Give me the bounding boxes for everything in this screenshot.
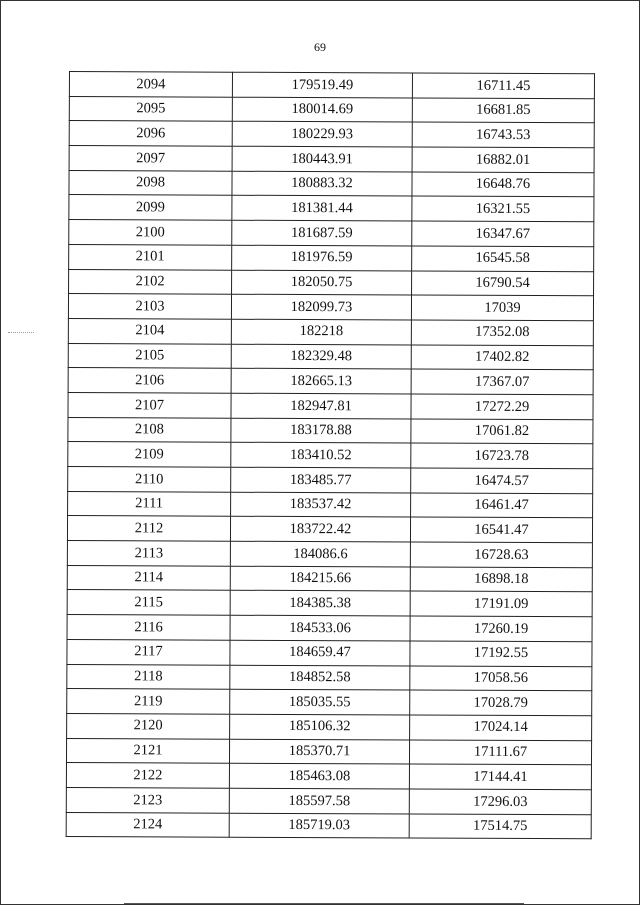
year-cell: 2098: [69, 170, 232, 195]
value-a-cell: 185597.58: [229, 788, 409, 813]
value-b-cell: 17111.67: [409, 740, 591, 765]
value-b-cell: 16723.78: [411, 443, 593, 468]
value-a-cell: 180229.93: [232, 122, 412, 147]
value-a-cell: 184086.6: [230, 541, 410, 566]
value-b-cell: 16541.47: [410, 517, 592, 542]
table-body: [66, 72, 594, 840]
value-a-cell: 181687.59: [232, 220, 412, 245]
year-cell: 2112: [67, 516, 230, 541]
year-cell: 2095: [69, 96, 232, 121]
value-b-cell: 16648.76: [412, 172, 594, 197]
value-b-cell: 17367.07: [411, 369, 593, 394]
value-b-cell: 17191.09: [410, 591, 592, 616]
value-a-cell: 184659.47: [230, 640, 410, 665]
year-cell: 2097: [69, 146, 232, 171]
table-row: [68, 368, 593, 395]
value-a-cell: 182218: [231, 319, 411, 344]
value-a-cell: 182050.75: [232, 270, 412, 295]
table-row: [69, 269, 594, 296]
value-b-cell: 17039: [411, 295, 593, 320]
table-row: [67, 689, 592, 716]
table-row: [67, 565, 592, 592]
bottom-divider: [124, 903, 524, 904]
table-row: [69, 72, 594, 99]
page-number: 69: [314, 40, 326, 54]
value-b-cell: 17028.79: [410, 690, 592, 715]
year-cell: 2122: [66, 763, 229, 788]
value-b-cell: 16790.54: [412, 270, 594, 295]
value-a-cell: 179519.49: [232, 72, 412, 97]
value-b-cell: 16461.47: [411, 493, 593, 518]
year-cell: 2105: [68, 343, 231, 368]
value-b-cell: 16347.67: [412, 221, 594, 246]
value-a-cell: 181976.59: [232, 245, 412, 270]
value-b-cell: 17402.82: [411, 345, 593, 370]
value-a-cell: 185463.08: [229, 763, 409, 788]
table-row: [68, 343, 593, 370]
year-cell: 2111: [68, 491, 231, 516]
value-b-cell: 17296.03: [409, 789, 591, 814]
value-a-cell: 185370.71: [229, 739, 409, 764]
value-b-cell: 17192.55: [410, 641, 592, 666]
value-a-cell: 183410.52: [231, 443, 411, 468]
value-a-cell: 180014.69: [232, 97, 412, 122]
year-cell: 2120: [67, 713, 230, 738]
value-b-cell: 17144.41: [409, 764, 591, 789]
year-cell: 2094: [69, 72, 232, 97]
table-row: [66, 787, 591, 814]
year-cell: 2109: [68, 442, 231, 467]
value-b-cell: 16321.55: [412, 196, 594, 221]
table-row: [68, 318, 593, 345]
table-row: [69, 146, 594, 173]
year-cell: 2101: [69, 244, 232, 269]
year-cell: 2117: [67, 639, 230, 664]
table-row: [67, 615, 592, 642]
table-row: [67, 516, 592, 543]
table-row: [69, 121, 594, 148]
value-b-cell: 16728.63: [410, 542, 592, 567]
year-cell: 2096: [69, 121, 232, 146]
table-row: [69, 195, 594, 222]
year-cell: 2100: [69, 220, 232, 245]
year-cell: 2116: [67, 615, 230, 640]
value-a-cell: 183537.42: [231, 492, 411, 517]
table-row: [69, 96, 594, 123]
year-cell: 2119: [67, 689, 230, 714]
table-row: [68, 294, 593, 321]
year-cell: 2102: [69, 269, 232, 294]
value-a-cell: 183485.77: [231, 467, 411, 492]
value-a-cell: 184852.58: [230, 665, 410, 690]
value-a-cell: 183722.42: [230, 517, 410, 542]
scan-speck: [8, 332, 34, 334]
value-a-cell: 185106.32: [230, 714, 410, 739]
year-cell: 2115: [67, 590, 230, 615]
value-a-cell: 181381.44: [232, 196, 412, 221]
data-table: [66, 71, 595, 840]
table-row: [66, 812, 591, 839]
table-row: [68, 442, 593, 469]
table-row: [68, 417, 593, 444]
value-b-cell: 16681.85: [412, 98, 594, 123]
value-b-cell: 17061.82: [411, 419, 593, 444]
table-row: [66, 738, 591, 765]
value-a-cell: 184215.66: [230, 566, 410, 591]
year-cell: 2118: [67, 664, 230, 689]
table-row: [69, 244, 594, 271]
value-b-cell: 16882.01: [412, 147, 594, 172]
value-b-cell: 17058.56: [410, 665, 592, 690]
value-b-cell: 17260.19: [410, 616, 592, 641]
value-a-cell: 180443.91: [232, 146, 412, 171]
table-row: [67, 541, 592, 568]
table-row: [68, 392, 593, 419]
value-a-cell: 182665.13: [231, 368, 411, 393]
year-cell: 2123: [66, 787, 229, 812]
year-cell: 2110: [68, 466, 231, 491]
value-b-cell: 16711.45: [412, 73, 594, 98]
value-a-cell: 180883.32: [232, 171, 412, 196]
year-cell: 2099: [69, 195, 232, 220]
value-a-cell: 182947.81: [231, 393, 411, 418]
year-cell: 2108: [68, 417, 231, 442]
year-cell: 2124: [66, 812, 229, 837]
value-b-cell: 17024.14: [410, 715, 592, 740]
value-b-cell: 16545.58: [412, 246, 594, 271]
table-row: [67, 590, 592, 617]
year-cell: 2103: [68, 294, 231, 319]
value-b-cell: 17272.29: [411, 394, 593, 419]
value-a-cell: 185719.03: [229, 813, 409, 838]
year-cell: 2113: [67, 541, 230, 566]
value-a-cell: 182329.48: [231, 344, 411, 369]
year-cell: 2104: [68, 318, 231, 343]
table-row: [69, 170, 594, 197]
year-cell: 2106: [68, 368, 231, 393]
table-row: [68, 491, 593, 518]
value-a-cell: 182099.73: [231, 294, 411, 319]
value-b-cell: 17352.08: [411, 320, 593, 345]
value-b-cell: 17514.75: [409, 814, 591, 839]
table-row: [69, 220, 594, 247]
value-a-cell: 184385.38: [230, 591, 410, 616]
value-a-cell: 183178.88: [231, 418, 411, 443]
table-row: [66, 763, 591, 790]
value-b-cell: 16898.18: [410, 567, 592, 592]
year-cell: 2114: [67, 565, 230, 590]
value-a-cell: 185035.55: [230, 689, 410, 714]
value-b-cell: 16743.53: [412, 122, 594, 147]
table-row: [68, 466, 593, 493]
table-row: [67, 713, 592, 740]
value-b-cell: 16474.57: [411, 468, 593, 493]
year-cell: 2107: [68, 392, 231, 417]
table-row: [67, 639, 592, 666]
value-a-cell: 184533.06: [230, 615, 410, 640]
year-cell: 2121: [66, 738, 229, 763]
table-row: [67, 664, 592, 691]
